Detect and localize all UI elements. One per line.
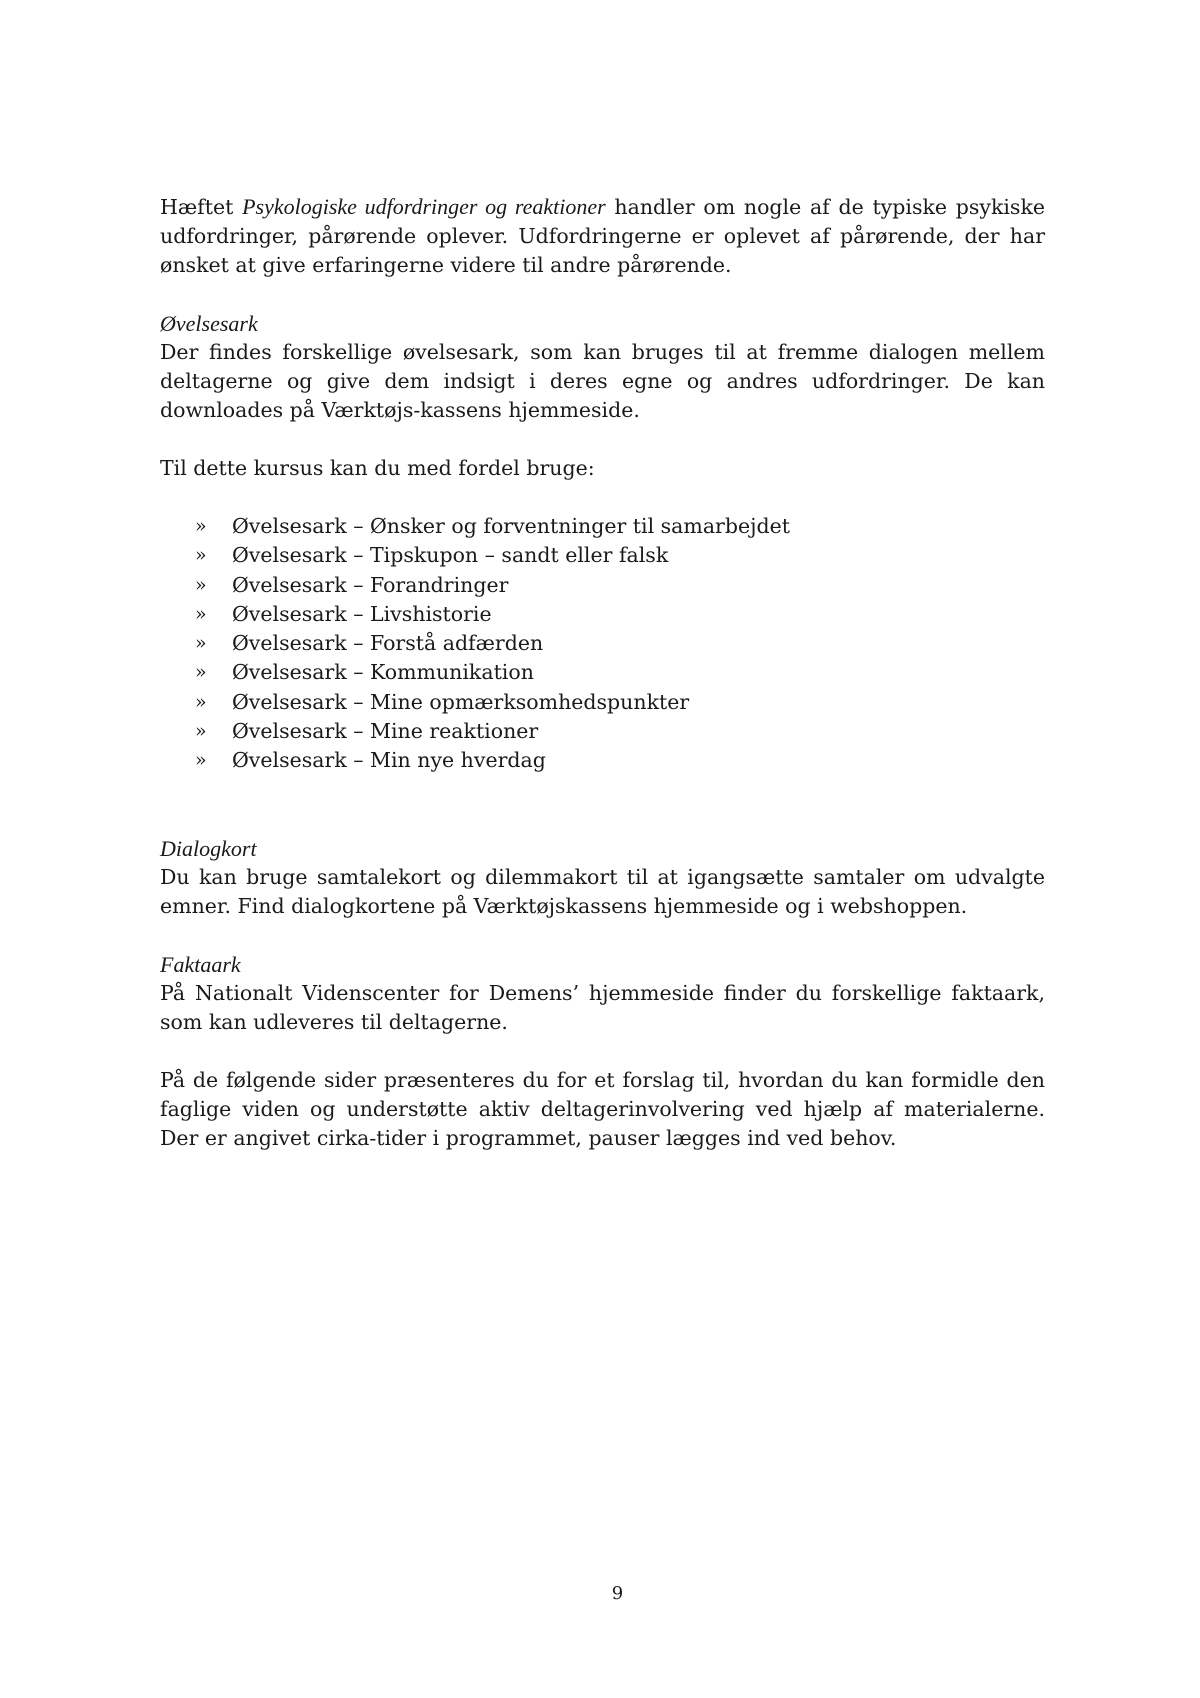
dialogkort-paragraph: Du kan bruge samtalekort og dilemmakort til at igangsætte samtaler om udvalgte emner. Find dialogkortene på Værktøjskassens hjemmeside og i webshoppen. [160, 864, 1045, 918]
faktaark-heading: Faktaark [160, 951, 241, 977]
page-number: 9 [611, 1583, 624, 1604]
bullet-marker: » [195, 573, 207, 596]
list-item [160, 688, 1045, 717]
list-item-text: Øvelsesark – Mine opmærksomhedspunkter [232, 689, 690, 714]
list-item-text: Øvelsesark – Min nye hverdag [232, 748, 546, 773]
bullet-marker: » [195, 749, 207, 772]
list-item-text: Øvelsesark – Forandringer [232, 572, 509, 597]
intro-prefix: Hæftet [160, 195, 243, 219]
faktaark-paragraph: På Nationalt Videnscenter for Demens’ hjemmeside finder du forskellige faktaark, som kan udleveres til deltagerne. [160, 980, 1045, 1034]
list-item [160, 629, 1045, 658]
list-item [160, 600, 1045, 629]
page-content [160, 192, 1045, 1153]
bullet-marker: » [195, 515, 207, 537]
intro-suffix: handler om nogle af de typiske psykiske udfordringer, pårørende oplever. Udfordringerne er oplevet af pårørende, der har ønsket at give erfaringerne videre til andre pårørende. [160, 195, 1046, 277]
list-item-text: Øvelsesark – Livshistorie [232, 601, 492, 626]
bullet-marker: » [195, 720, 207, 743]
list-item [160, 746, 1045, 775]
list-item [160, 717, 1045, 746]
bullet-marker: » [195, 602, 207, 625]
list-item-text: Øvelsesark – Forstå adfærden [232, 631, 544, 656]
course-lead: Til dette kursus kan du med fordel bruge: [160, 456, 595, 480]
bullet-marker: » [195, 690, 207, 713]
list-item-text: Øvelsesark – Mine reaktioner [232, 719, 539, 744]
bullet-marker: » [195, 544, 207, 567]
list-item [160, 512, 1045, 541]
booklet-title: Psykologiske udfordringer og reaktioner [242, 194, 606, 219]
dialogkort-heading: Dialogkort [160, 835, 257, 861]
ovelsesark-heading: Øvelsesark [160, 311, 258, 336]
intro-paragraph [160, 192, 1045, 280]
list-item-text: Øvelsesark – Ønsker og forventninger til samarbejdet [232, 514, 790, 538]
exercise-sheet-list [160, 512, 1045, 776]
closing-paragraph: På de følgende sider præsenteres du for et forslag til, hvordan du kan formidle den faglige viden og understøtte aktiv deltagerinvolvering ved hjælp af materialerne. Der er angivet cirka-tider i programmet, pauser lægges ind ved behov. [160, 1067, 1045, 1150]
list-item [160, 541, 1045, 570]
bullet-marker: » [195, 661, 207, 684]
list-item [160, 658, 1045, 687]
list-item [160, 571, 1045, 600]
bullet-marker: » [195, 632, 207, 655]
ovelsesark-paragraph: Der findes forskellige øvelsesark, som kan bruges til at fremme dialogen mellem deltagerne og give dem indsigt i deres egne og andres udfordringer. De kan downloades på Værktøjs-kassens hjemmeside. [160, 340, 1045, 422]
list-item-text: Øvelsesark – Kommunikation [232, 660, 534, 685]
list-item-text: Øvelsesark – Tipskupon – sandt eller falsk [232, 543, 669, 568]
